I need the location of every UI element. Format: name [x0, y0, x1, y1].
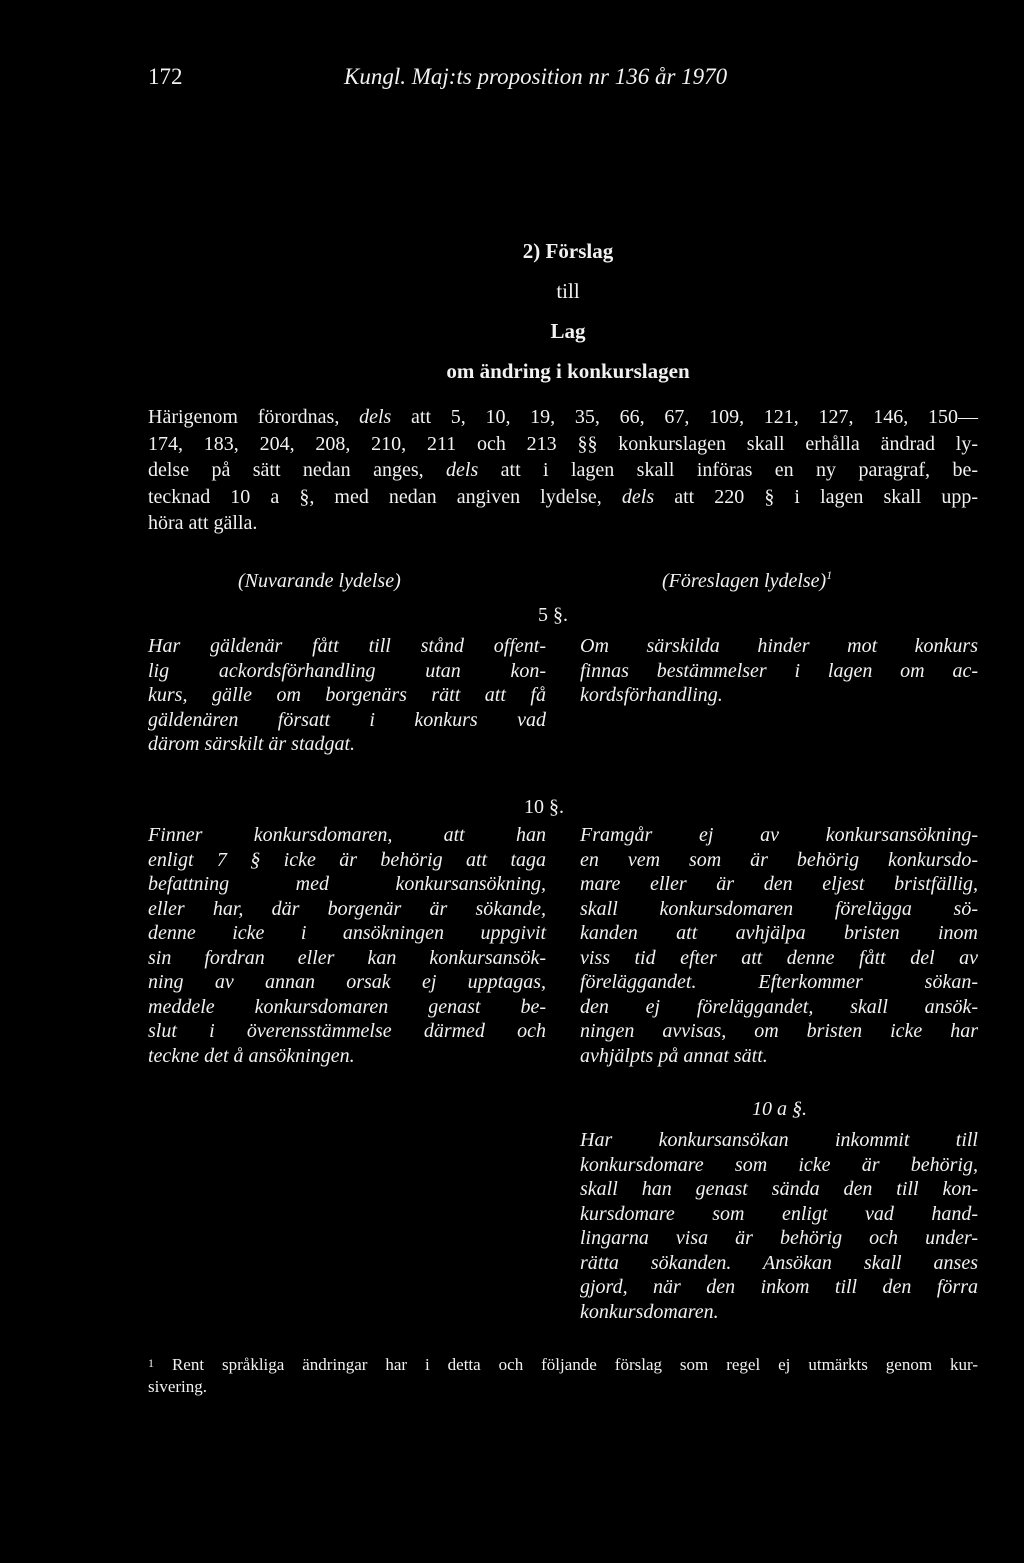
title-lag: Lag [550, 319, 586, 343]
page-number: 172 [148, 64, 183, 89]
footnote-mark: 1 [826, 568, 833, 582]
section-5-current-text: Har gäldenär fått till stånd offent- lig ackordsförhandling utan kon- kurs, gälle om borgenärs rätt att få gäldenären försatt i konkurs vad därom särskilt är stadgat. [148, 635, 546, 755]
proposal-number: 2) Förslag [522, 239, 614, 263]
section-10-current-text: Finner konkursdomaren, att han enligt 7 § icke är behörig att taga befattning med konkursansökning, eller har, där borgenär är sökande, denne icke i ansökningen uppgivit sin fordran eller kan konkursansök- ning av annan orsak ej upptagas, meddele konkursdomaren genast be- slut i överensstämmelse därmed och teckne det å ansökningen. [148, 824, 546, 1067]
running-title: Kungl. Maj:ts proposition nr 136 år 1970 [344, 64, 728, 89]
section-5-proposed-text: Om särskilda hinder mot konkurs finnas bestämmelser i lagen om ac- kordsförhandling. [580, 635, 978, 706]
left-column-heading: (Nuvarande lydelse) [238, 570, 401, 592]
section-label-10a: 10 a §. [752, 1098, 807, 1120]
intro-paragraph [148, 404, 978, 537]
footnote-text: Rent språkliga ändringar har i detta och följande förslag som regel ej utmärkts genom kur- [154, 1355, 978, 1374]
section-label-10: 10 §. [524, 796, 564, 818]
footnote-text-continued: sivering. [148, 1377, 208, 1396]
intro-line: delse på sätt nedan anges, dels att i lagen skall införas en ny paragraf, be- [148, 459, 978, 481]
intro-line: 174, 183, 204, 208, 210, 211 och 213 §§ konkurslagen skall erhålla ändrad ly- [148, 432, 978, 455]
title-block [0, 236, 1024, 396]
footnote [148, 1354, 978, 1398]
right-column-heading: (Föreslagen lydelse)$^1$ [662, 568, 833, 592]
section-10a-proposed-text: Har konkursansökan inkommit till konkursdomare som icke är behörig, skall han genast sända den till kon- kursdomare som enligt vad hand- lingarna visa är behörig och under- rätta sökanden. Ansökan skall anses gjord, när den inkom till den förra konkursdomaren. [580, 1129, 978, 1323]
intro-line: tecknad 10 a §, med nedan angiven lydelse, dels att 220 § i lagen skall upp- [148, 485, 978, 508]
footnote-number: 1 [148, 1356, 154, 1370]
intro-line: Härigenom förordnas, dels att 5, 10, 19, 35, 66, 67, 109, 121, 127, 146, 150— [148, 406, 978, 428]
title-till: till [556, 279, 580, 303]
intro-line: höra att gälla. [148, 512, 258, 534]
title-subject: om ändring i konkurslagen [446, 359, 690, 383]
section-label-5: 5 §. [538, 604, 568, 626]
section-10-proposed-text: Framgår ej av konkursansökning- en vem som är behörig konkursdo- mare eller är den eljest bristfällig, skall konkursdomaren förelägga sö- kanden att avhjälpa bristen inom viss tid efter att denne fått del av föreläggandet. Efterkommer sökan- den ej föreläggandet, skall ansök- ningen avvisas, om bristen icke har avhjälpts på annat sätt. [580, 824, 978, 1067]
